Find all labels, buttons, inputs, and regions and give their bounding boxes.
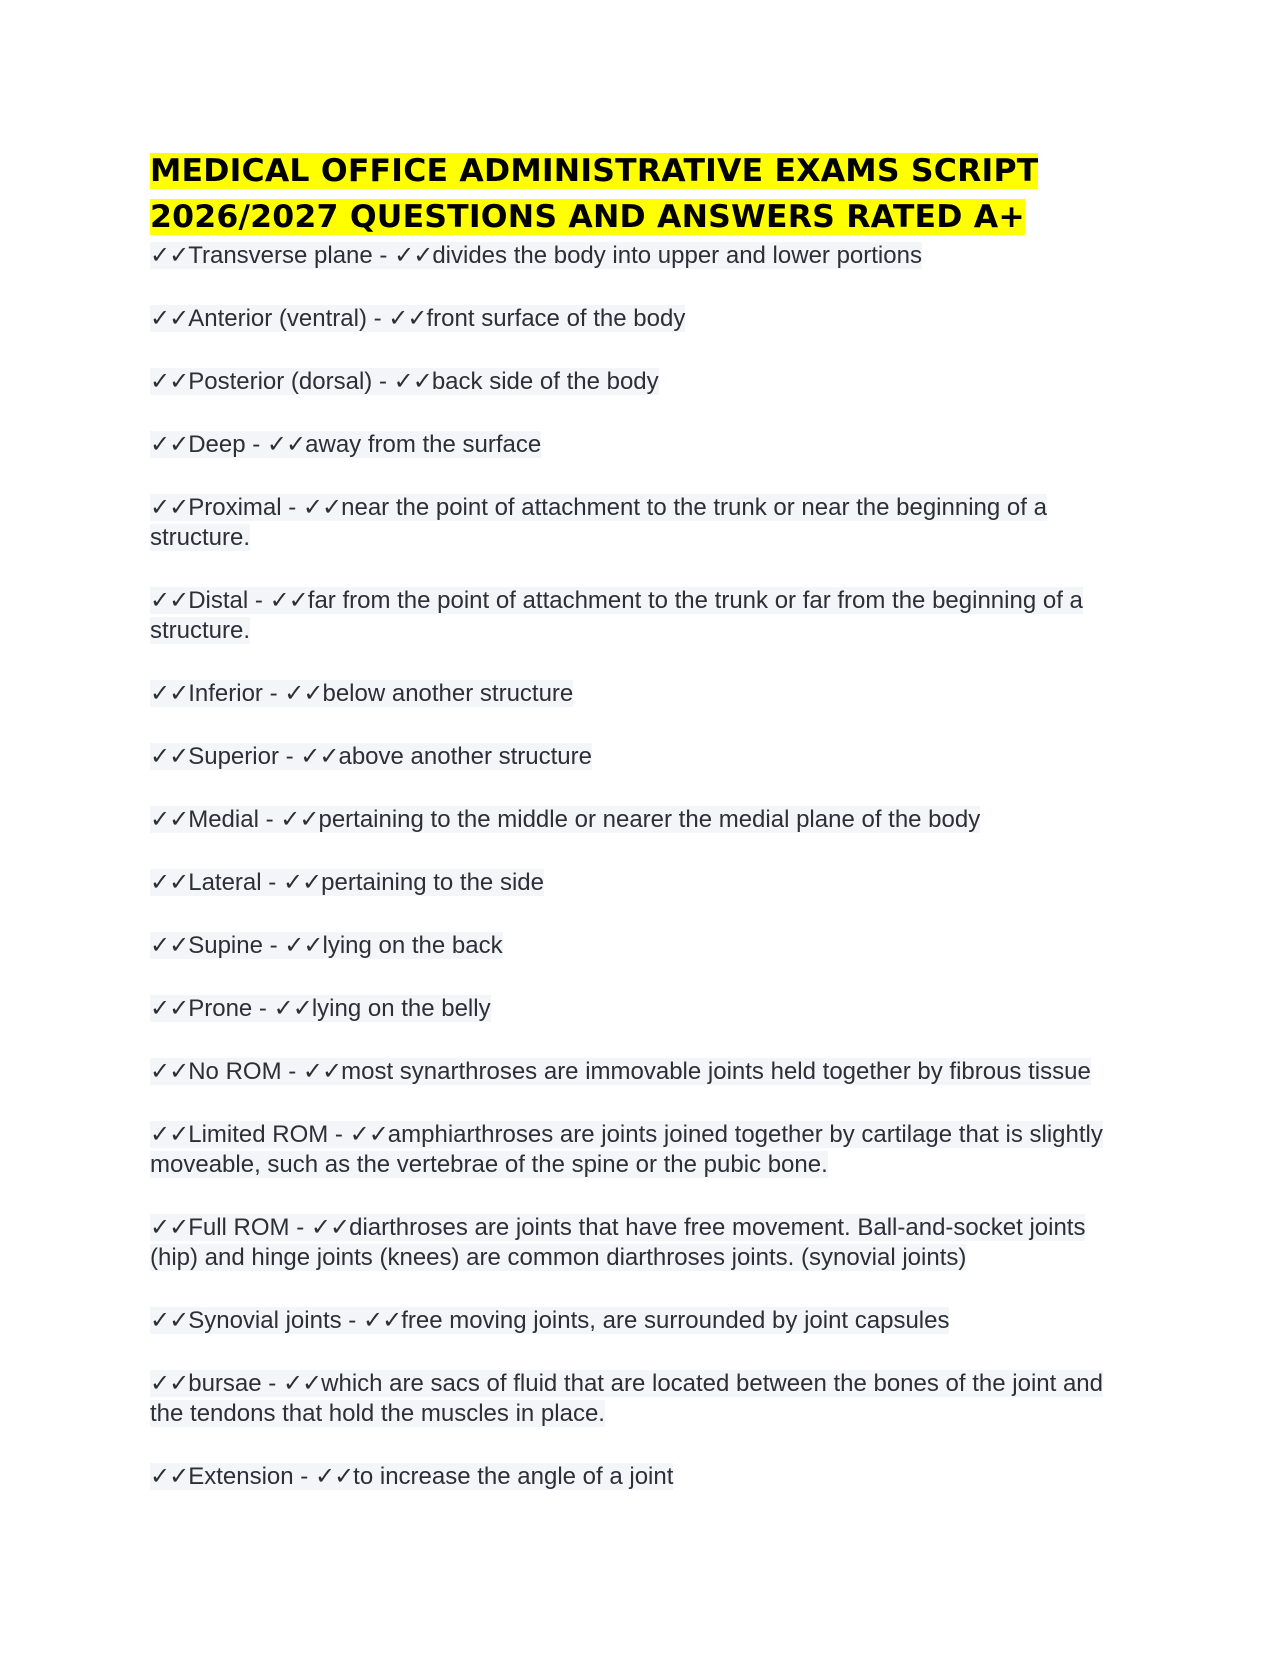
entry-term: Medial — [188, 806, 259, 833]
entry-definition: near the point of attachment to the trunk or near the beginning of a structure. — [150, 494, 1047, 551]
entry-term: Supine — [188, 932, 263, 959]
entry-definition: above another structure — [338, 743, 592, 770]
entry-separator: - — [262, 680, 285, 707]
double-check-icon: ✓✓ — [150, 1057, 189, 1085]
entry-term: Proximal — [188, 494, 282, 521]
entry-term: Lateral — [188, 869, 262, 896]
entry-definition: divides the body into upper and lower portions — [432, 242, 922, 269]
double-check-icon: ✓✓ — [150, 679, 189, 707]
double-check-icon: ✓✓ — [150, 994, 189, 1022]
double-check-icon: ✓✓ — [150, 742, 189, 770]
double-check-icon: ✓✓ — [284, 679, 323, 707]
entry-text — [150, 242, 922, 269]
double-check-icon: ✓✓ — [282, 868, 322, 896]
document-page — [150, 148, 1140, 1524]
entry-term: Limited ROM — [188, 1121, 329, 1148]
double-check-icon: ✓✓ — [300, 742, 339, 770]
entry-text — [150, 869, 544, 896]
double-check-icon: ✓✓ — [362, 1306, 402, 1334]
list-item — [150, 1305, 1140, 1336]
list-item — [150, 303, 1140, 334]
list-item — [150, 1119, 1140, 1180]
entry-definition: back side of the body — [431, 368, 659, 395]
list-item — [150, 1212, 1140, 1273]
entry-term: Superior — [188, 743, 279, 770]
list-item — [150, 741, 1140, 772]
entry-separator: - — [293, 1463, 315, 1490]
double-check-icon: ✓✓ — [314, 1462, 354, 1490]
entry-definition: below another structure — [322, 680, 574, 707]
entry-separator: - — [262, 932, 285, 959]
double-check-icon: ✓✓ — [150, 1369, 189, 1397]
double-check-icon: ✓✓ — [150, 1462, 189, 1490]
entry-term: Inferior — [188, 680, 263, 707]
entry-text — [150, 1370, 1103, 1427]
entry-text — [150, 806, 980, 833]
entry-definition: diarthroses are joints that have free movement. Ball-and-socket joints (hip) and hinge joints (knees) are common diarthroses joints. (synovial joints) — [150, 1214, 1086, 1271]
double-check-icon: ✓✓ — [150, 586, 189, 614]
entry-term: Posterior (dorsal) — [188, 368, 373, 395]
entry-text — [150, 680, 573, 707]
entry-separator: - — [258, 806, 281, 833]
document-title — [150, 148, 1140, 240]
entry-definition: most synarthroses are immovable joints held together by fibrous tissue — [341, 1058, 1091, 1085]
entry-separator: - — [328, 1121, 350, 1148]
list-item — [150, 678, 1140, 709]
entry-definition: to increase the angle of a joint — [353, 1463, 674, 1490]
double-check-icon: ✓✓ — [266, 430, 306, 458]
entry-term: Full ROM — [188, 1214, 290, 1241]
entry-separator: - — [261, 869, 283, 896]
double-check-icon: ✓✓ — [150, 430, 189, 458]
list-item — [150, 1056, 1140, 1087]
entry-term: Prone — [188, 995, 253, 1022]
list-item — [150, 585, 1140, 646]
entry-text — [150, 1463, 673, 1490]
entry-text — [150, 995, 491, 1022]
double-check-icon: ✓✓ — [150, 493, 189, 521]
list-item — [150, 804, 1140, 835]
entry-separator: - — [372, 242, 395, 269]
entry-separator: - — [261, 1370, 283, 1397]
entry-definition: away from the surface — [305, 431, 542, 458]
double-check-icon: ✓✓ — [282, 1369, 322, 1397]
entry-term: Transverse plane — [188, 242, 373, 269]
entry-term: No ROM — [188, 1058, 282, 1085]
entry-term: Distal — [188, 587, 249, 614]
double-check-icon: ✓✓ — [393, 367, 432, 395]
double-check-icon: ✓✓ — [394, 241, 433, 269]
entry-definition: which are sacs of fluid that are located between the bones of the joint and the tendons that hold the muscles in place. — [150, 1370, 1103, 1427]
entry-separator: - — [245, 431, 267, 458]
entry-text — [150, 587, 1083, 644]
entry-definition: front surface of the body — [426, 305, 686, 332]
entry-text — [150, 1214, 1085, 1271]
list-item — [150, 240, 1140, 271]
entry-text — [150, 1058, 1091, 1085]
entry-definition: pertaining to the middle or nearer the medial plane of the body — [318, 806, 981, 833]
entry-definition: lying on the back — [322, 932, 503, 959]
list-item — [150, 993, 1140, 1024]
double-check-icon: ✓✓ — [269, 586, 308, 614]
list-item — [150, 867, 1140, 898]
list-item — [150, 1368, 1140, 1429]
entry-definition: free moving joints, are surrounded by joint capsules — [401, 1307, 950, 1334]
entry-term: Extension — [188, 1463, 294, 1490]
double-check-icon: ✓✓ — [150, 1120, 189, 1148]
entry-definition: lying on the belly — [311, 995, 491, 1022]
entry-definition: amphiarthroses are joints joined together by cartilage that is slightly moveable, such as the vertebrae of the spine or the pubic bone. — [150, 1121, 1103, 1178]
entry-text — [150, 368, 659, 395]
double-check-icon: ✓✓ — [349, 1120, 388, 1148]
entry-separator: - — [289, 1214, 311, 1241]
double-check-icon: ✓✓ — [150, 367, 189, 395]
entry-separator: - — [341, 1307, 363, 1334]
double-check-icon: ✓✓ — [150, 304, 189, 332]
entry-text — [150, 494, 1047, 551]
entry-text — [150, 932, 503, 959]
entry-separator: - — [281, 494, 303, 521]
list-item — [150, 930, 1140, 961]
double-check-icon: ✓✓ — [150, 868, 189, 896]
double-check-icon: ✓✓ — [388, 304, 427, 332]
double-check-icon: ✓✓ — [302, 1057, 342, 1085]
double-check-icon: ✓✓ — [280, 805, 319, 833]
entry-text — [150, 431, 541, 458]
entry-term: Anterior (ventral) — [188, 305, 367, 332]
entry-term: Synovial joints — [188, 1307, 342, 1334]
list-item — [150, 492, 1140, 553]
entry-text — [150, 305, 685, 332]
entry-separator: - — [281, 1058, 303, 1085]
double-check-icon: ✓✓ — [150, 805, 189, 833]
double-check-icon: ✓✓ — [150, 1213, 189, 1241]
list-item — [150, 1461, 1140, 1492]
entry-list — [150, 240, 1140, 1492]
double-check-icon: ✓✓ — [310, 1213, 350, 1241]
list-item — [150, 366, 1140, 397]
entry-text — [150, 1121, 1103, 1178]
entry-separator: - — [278, 743, 301, 770]
entry-definition: pertaining to the side — [321, 869, 544, 896]
double-check-icon: ✓✓ — [150, 241, 189, 269]
double-check-icon: ✓✓ — [150, 1306, 189, 1334]
double-check-icon: ✓✓ — [284, 931, 323, 959]
entry-separator: - — [366, 305, 389, 332]
list-item — [150, 429, 1140, 460]
entry-term: Deep — [188, 431, 246, 458]
entry-separator: - — [252, 995, 274, 1022]
document-title-line-1: MEDICAL OFFICE ADMINISTRATIVE EXAMS SCRIPT — [150, 153, 1039, 189]
entry-term: bursae — [188, 1370, 262, 1397]
entry-separator: - — [248, 587, 270, 614]
double-check-icon: ✓✓ — [302, 493, 342, 521]
entry-text — [150, 1307, 949, 1334]
double-check-icon: ✓✓ — [273, 994, 312, 1022]
entry-separator: - — [372, 368, 394, 395]
double-check-icon: ✓✓ — [150, 931, 189, 959]
entry-definition: far from the point of attachment to the trunk or far from the beginning of a structure. — [150, 587, 1083, 644]
entry-text — [150, 743, 592, 770]
document-title-line-2: 2026/2027 QUESTIONS AND ANSWERS RATED A+ — [150, 199, 1025, 235]
